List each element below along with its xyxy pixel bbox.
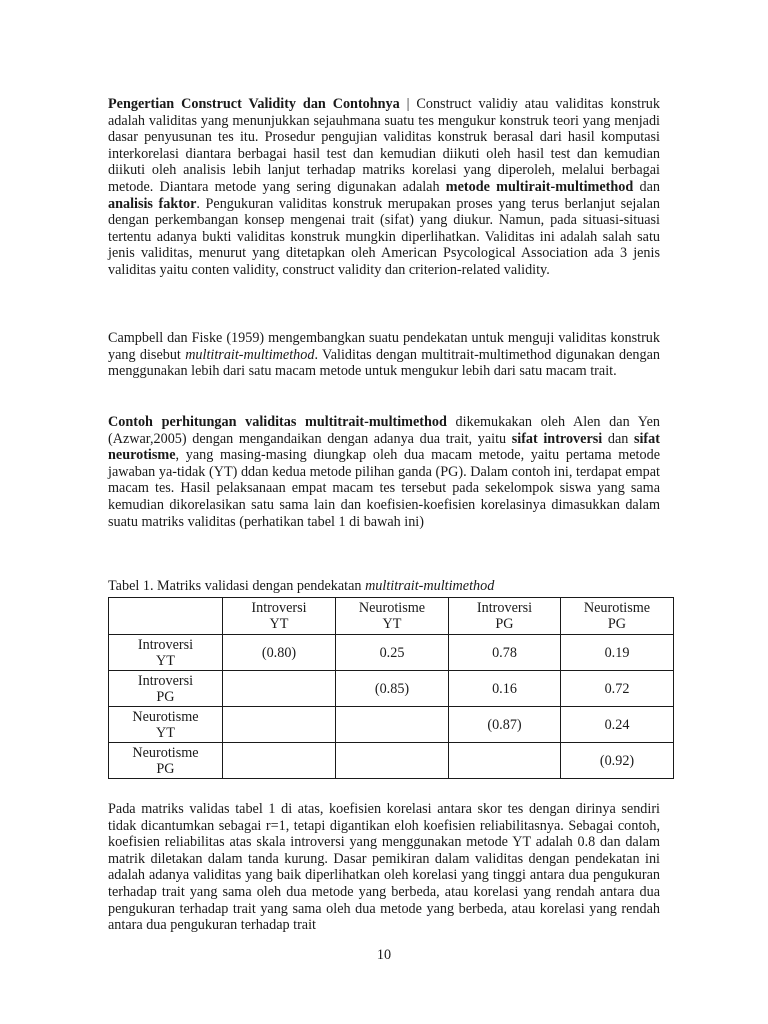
- paragraph-example: [108, 414, 660, 530]
- row-header-line: PG: [156, 760, 175, 777]
- validity-matrix-table: [108, 597, 674, 779]
- table-row: [109, 743, 674, 779]
- text-run: Construct validiy atau validitas konstruk adalah validitas yang menunjukkan sejauhmana suatu tes mengukur konstruk teori yang menjadi dasar penyusunan tes itu. Prosedur pengujian validitas konstruk berasal dari hasil komputasi interkorelasi diantara berbagai hasil test dan kemudian diikuti oleh hasil test dan kemudian diikuti oleh analisis lebih lanjut terhadap matriks korelasi yang diperoleh, melalui berbagai metode. Diantara metode yang sering digunakan adalah: [108, 96, 660, 195]
- row-header-line: PG: [156, 688, 175, 705]
- table-corner-cell: [109, 598, 223, 635]
- paragraph-text: [108, 330, 660, 380]
- row-header-line: YT: [156, 652, 175, 669]
- column-header: [223, 598, 336, 635]
- table-cell: [223, 743, 336, 779]
- table-cell: [336, 743, 449, 779]
- text-run: dikemukakan oleh Alen dan Yen (Azwar,2005) dengan mengandaikan dengan adanya dua trait, yaitu: [108, 414, 661, 447]
- table-cell: [223, 707, 336, 743]
- caption-text: Tabel 1. Matriks validasi dengan pendekatan: [108, 578, 366, 594]
- table-cell: (0.87): [449, 707, 561, 743]
- table-cell: 0.72: [561, 671, 674, 707]
- column-header: [449, 598, 561, 635]
- row-header: [109, 707, 223, 743]
- paragraph-text: [108, 96, 660, 279]
- header-line: Introversi: [251, 600, 307, 616]
- table-cell: [223, 671, 336, 707]
- row-header: [109, 743, 223, 779]
- table-cell: (0.92): [561, 743, 674, 779]
- page-number: 10: [376, 947, 392, 963]
- table-cell: [449, 743, 561, 779]
- paragraph-text: Pada matriks validas tabel 1 di atas, koefisien korelasi antara skor tes dengan dirinya sendiri tidak dicantumkan sebagai r=1, tetapi digantikan eloh koefisien reliabilitasnya. Sebagai contoh, koefisien reliabilitas atas skala introversi yang menggunakan metode YT adalah 0.8 dan dalam matrik diletakan dalam tanda kurung. Dasar pemikiran dalam validitas dengan pendekatan ini adalah adanya validitas yang baik diperlihatkan oleh korelasi yang tinggi antara dua pengukuran terhadap trait yang sama oleh dua metode yang berbeda, atau korelasi yang rendah antara dua pengukuran terhadap trait yang sama oleh dua metode yang berbeda, atau korelasi yang rendah antara dua pengukuran terhadap trait: [108, 801, 660, 934]
- table-cell: 0.25: [336, 635, 449, 671]
- paragraph-matrix-explanation: [108, 801, 660, 934]
- header-line: PG: [495, 616, 514, 632]
- table-cell: 0.16: [449, 671, 561, 707]
- paragraph-text: [108, 414, 660, 530]
- table-cell: 0.24: [561, 707, 674, 743]
- table-cell: 0.78: [449, 635, 561, 671]
- header-line: PG: [607, 616, 627, 632]
- bold-term: sifat neurotisme: [108, 430, 660, 464]
- row-header-line: Neurotisme: [132, 744, 199, 761]
- table-cell: 0.19: [561, 635, 674, 671]
- table-row: [109, 671, 674, 707]
- header-line: YT: [382, 616, 402, 632]
- table-row: [109, 635, 674, 671]
- separator: |: [399, 96, 417, 112]
- bold-term: analisis faktor: [108, 195, 197, 212]
- bold-term: metode multirait-multimethod: [445, 178, 634, 195]
- row-header: [109, 635, 223, 671]
- text-run: , yang masing-masing diungkap oleh dua macam metode, yaitu pertama metode jawaban ya-tidak (YT) ddan kedua metode pilihan ganda (PG). Dalam contoh ini, terdapat empat macam tes. Hasil pelaksanaan empat macam tes tersebut pada sekelompok siswa yang sama kemudian dikorelasikan satu sama lain dan koefisien-koefisien korelasinya dimasukkan dalam suatu matriks validitas (perhatikan tabel 1 di bawah ini): [108, 447, 660, 530]
- text-run: dan: [602, 430, 634, 447]
- caption-italic: multitrait-multimethod: [365, 578, 495, 594]
- table-row: [109, 707, 674, 743]
- row-header: [109, 671, 223, 707]
- text-run: . Pengukuran validitas konstruk merupakan proses yang terus berlanjut sejalan dengan perkembangan konsep mengenai trait (sifat) yang diukur. Namun, pada situasi-situasi tertentu adanya bukti validitas konstruk mungkin diperlihatkan. Validitas ini adalah salah satu jenis validitas, menurut yang ditetapkan oleh American Psycological Association ada 3 jenis validitas yaitu conten validity, construct validity dan criterion-related validity.: [108, 195, 660, 278]
- table-cell: [336, 707, 449, 743]
- text-run: dan: [633, 178, 660, 195]
- row-header-line: YT: [156, 724, 175, 741]
- header-line: Neurotisme: [358, 600, 426, 616]
- header-line: Introversi: [476, 600, 533, 616]
- paragraph-construct-validity: [108, 96, 660, 279]
- table-caption: [108, 578, 668, 595]
- row-header-line: Introversi: [137, 672, 194, 689]
- table-cell: (0.80): [223, 635, 336, 671]
- column-header: [336, 598, 449, 635]
- header-line: Neurotisme: [583, 600, 651, 616]
- column-header: [561, 598, 674, 635]
- paragraph-campbell-fiske: [108, 330, 660, 380]
- table-header-row: [109, 598, 674, 635]
- row-header-line: Neurotisme: [132, 708, 199, 725]
- bold-term: Contoh perhitungan validitas multitrait-multimethod: [108, 414, 447, 430]
- italic-term: multitrait-multimethod: [185, 346, 315, 363]
- header-line: YT: [269, 616, 289, 632]
- text-run: . Validitas dengan multitrait-multimethod digunakan dengan menggunakan lebih dari satu macam metode untuk mengukur lebih dari satu macam trait.: [108, 346, 661, 380]
- section-title: Pengertian Construct Validity dan Contohnya: [108, 96, 400, 112]
- row-header-line: Introversi: [137, 636, 194, 653]
- bold-term: sifat introversi: [511, 430, 603, 447]
- table-cell: (0.85): [336, 671, 449, 707]
- text-run: Campbell dan Fiske (1959) mengembangkan suatu pendekatan untuk menguji validitas konstruk yang disebut: [108, 330, 660, 363]
